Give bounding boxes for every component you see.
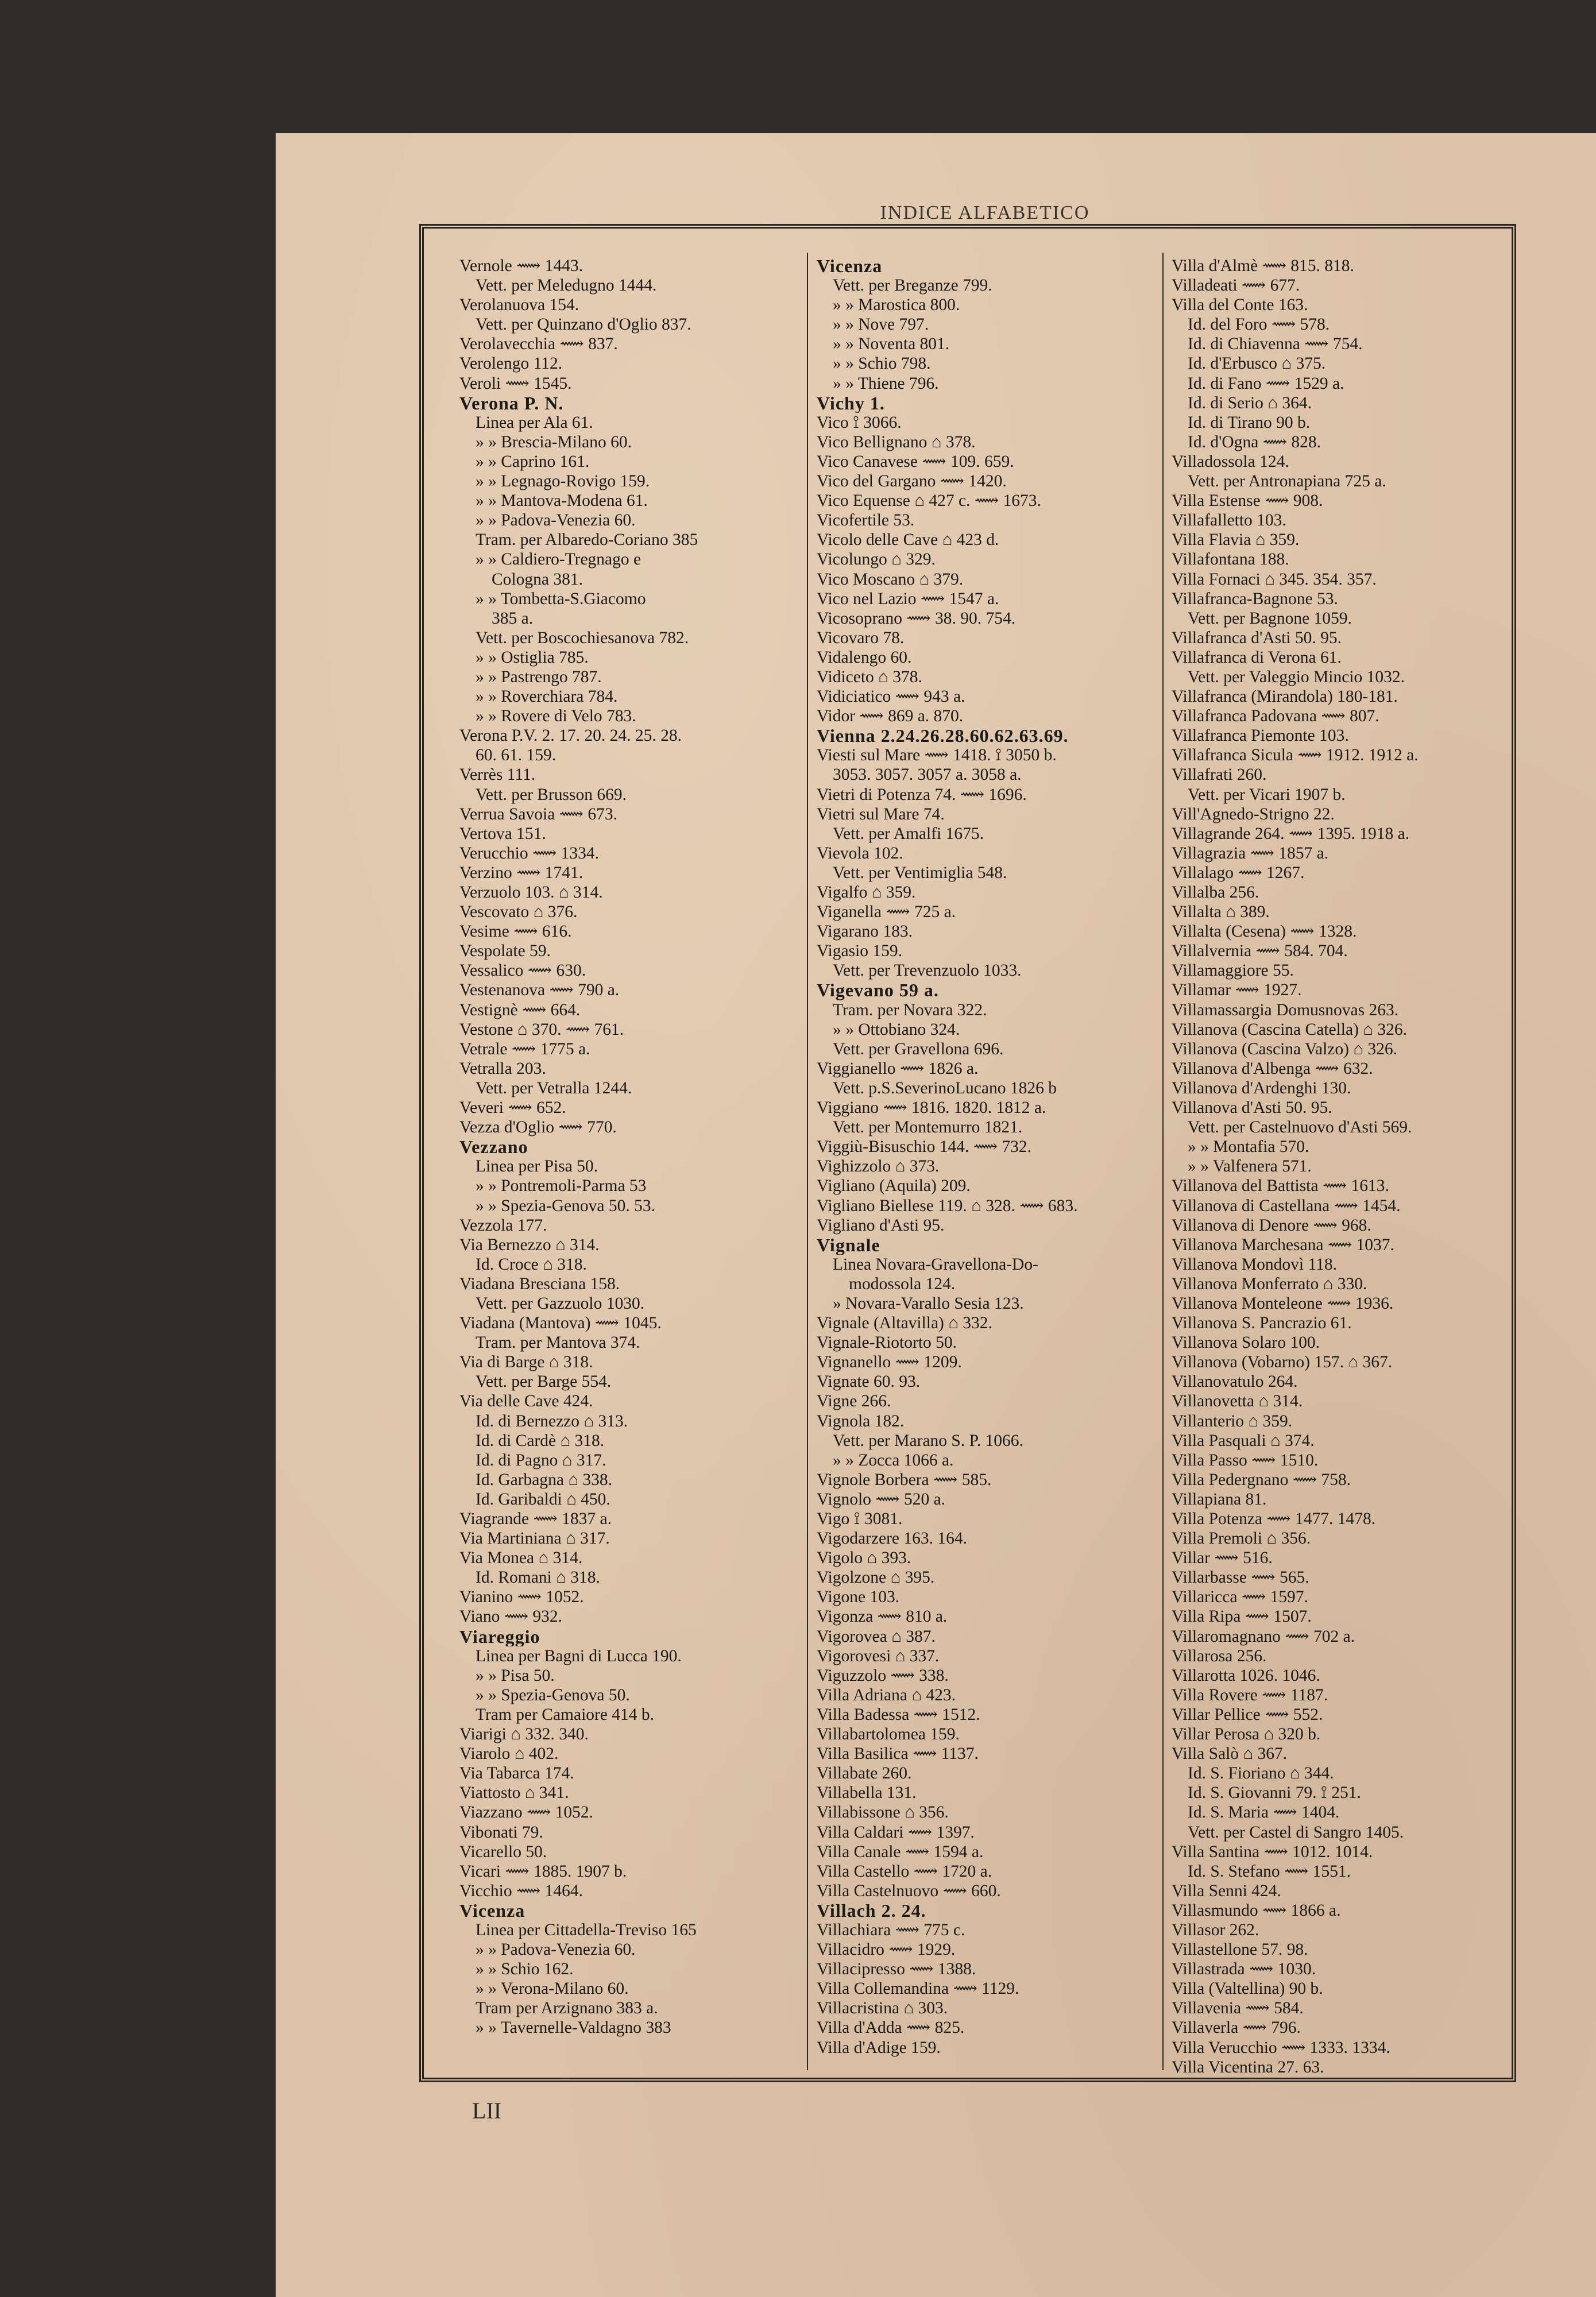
index-entry: » » Pontremoli-Parma 53: [476, 1177, 647, 1196]
index-entry: Viganella ⟿ 725 a.: [817, 903, 956, 922]
index-heading: Vicenza: [817, 256, 883, 276]
index-entry: Verrua Savoia ⟿ 673.: [459, 805, 617, 823]
index-entry: Vignola 182.: [817, 1412, 905, 1430]
index-entry: Villanovetta ⌂ 314.: [1172, 1392, 1303, 1411]
index-entry: Vigarano 183.: [817, 922, 913, 941]
index-entry: » » Pisa 50.: [476, 1666, 555, 1685]
index-entry: 60. 61. 159.: [476, 746, 557, 765]
index-entry: Vett. per Boscochiesanova 782.: [476, 628, 689, 647]
index-heading: Vignale: [817, 1235, 880, 1255]
index-entry: Tram. per Albaredo-Coriano 385: [476, 531, 698, 550]
index-entry: Id. S. Giovanni 79. ⟟ 251.: [1188, 1784, 1361, 1803]
index-entry: Id. di Pagno ⌂ 317.: [476, 1451, 606, 1470]
index-entry: 3053. 3057. 3057 a. 3058 a.: [833, 765, 1022, 784]
index-heading: Vicenza: [459, 1900, 525, 1920]
index-entry: Villa del Conte 163.: [1172, 296, 1308, 315]
index-entry: Tram. per Novara 322.: [833, 1000, 987, 1019]
index-entry: » » Ostiglia 785.: [476, 648, 589, 667]
index-entry: Vigne 266.: [817, 1392, 891, 1411]
index-entry: Viesti sul Mare ⟿ 1418. ⟟ 3050 b.: [817, 746, 1057, 765]
index-entry: Villa Basilica ⟿ 1137.: [817, 1745, 979, 1764]
index-entry: Vico nel Lazio ⟿ 1547 a.: [817, 589, 999, 608]
index-entry: Villanova Monteleone ⟿ 1936.: [1172, 1294, 1394, 1313]
index-entry: » » Nove 797.: [833, 315, 929, 334]
index-entry: Linea per Ala 61.: [476, 413, 593, 432]
index-entry: Villagrazia ⟿ 1857 a.: [1172, 844, 1329, 863]
index-entry: Villanova di Denore ⟿ 968.: [1172, 1216, 1371, 1235]
index-entry: Villa Senni 424.: [1172, 1881, 1281, 1900]
index-entry: Villa Vicentina 27. 63.: [1172, 2058, 1324, 2076]
index-entry: Villar ⟿ 516.: [1172, 1549, 1273, 1568]
index-entry: Vidalengo 60.: [817, 648, 912, 667]
index-entry: Villabella 131.: [817, 1784, 917, 1803]
index-entry: Vigliano d'Asti 95.: [817, 1216, 945, 1235]
index-entry: Verrès 111.: [459, 765, 536, 784]
index-entry: Vett. per Barge 554.: [476, 1372, 612, 1391]
index-entry: Villa (Valtellina) 90 b.: [1172, 1979, 1323, 1998]
index-entry: Cologna 381.: [492, 570, 583, 589]
index-column-3: [1172, 256, 1516, 2077]
index-entry: » » Padova-Venezia 60.: [476, 1940, 636, 1959]
index-entry: Linea per Pisa 50.: [476, 1157, 598, 1176]
index-entry: » » Pastrengo 787.: [476, 667, 602, 686]
index-entry: Id. S. Fioriano ⌂ 344.: [1188, 1764, 1334, 1783]
index-entry: Villa Salò ⌂ 367.: [1172, 1745, 1288, 1764]
index-heading: Verona P. N.: [459, 393, 564, 413]
index-entry: Villafranca Sicula ⟿ 1912. 1912 a.: [1172, 746, 1419, 765]
index-entry: Vigo ⟟ 3081.: [817, 1510, 903, 1528]
index-entry: Viano ⟿ 932.: [459, 1607, 562, 1626]
index-entry: Villa Flavia ⌂ 359.: [1172, 531, 1300, 550]
index-entry: Vico Bellignano ⌂ 378.: [817, 432, 976, 451]
index-entry: » » Noventa 801.: [833, 335, 950, 354]
index-entry: Villalta (Cesena) ⟿ 1328.: [1172, 922, 1357, 941]
index-entry: Vett. per Breganze 799.: [833, 276, 992, 295]
index-entry: Villa Pedergnano ⟿ 758.: [1172, 1470, 1351, 1489]
index-entry: Id. S. Maria ⟿ 1404.: [1188, 1803, 1340, 1822]
index-entry: Verzino ⟿ 1741.: [459, 863, 583, 882]
index-entry: Vigonza ⟿ 810 a.: [817, 1607, 948, 1626]
index-entry: Vetrale ⟿ 1775 a.: [459, 1039, 590, 1058]
index-entry: Villamar ⟿ 1927.: [1172, 981, 1302, 1000]
index-entry: Villanova S. Pancrazio 61.: [1172, 1314, 1352, 1333]
index-entry: Villanova Monferrato ⌂ 330.: [1172, 1274, 1367, 1293]
index-entry: Villadossola 124.: [1172, 452, 1289, 471]
index-entry: Villanterio ⌂ 359.: [1172, 1412, 1293, 1430]
index-entry: Vestignè ⟿ 664.: [459, 1000, 581, 1019]
index-column-1: [459, 256, 804, 2038]
index-entry: » » Schio 162.: [476, 1960, 574, 1979]
index-entry: Id. d'Ogna ⟿ 828.: [1188, 432, 1321, 451]
index-entry: Vertova 151.: [459, 824, 546, 843]
index-entry: Villalago ⟿ 1267.: [1172, 863, 1305, 882]
index-entry: » » Zocca 1066 a.: [833, 1451, 954, 1470]
index-entry: Vietri sul Mare 74.: [817, 805, 945, 823]
index-entry: Vianino ⟿ 1052.: [459, 1588, 584, 1607]
index-entry: Villarbasse ⟿ 565.: [1172, 1568, 1309, 1587]
index-entry: Villaricca ⟿ 1597.: [1172, 1588, 1308, 1607]
index-entry: Villanova (Vobarno) 157. ⌂ 367.: [1172, 1353, 1393, 1372]
index-entry: Vignanello ⟿ 1209.: [817, 1353, 962, 1372]
index-entry: Villanova Marchesana ⟿ 1037.: [1172, 1235, 1394, 1254]
index-entry: » » Thiene 796.: [833, 374, 939, 393]
index-entry: Tram. per Mantova 374.: [476, 1333, 640, 1352]
index-entry: » » Mantova-Modena 61.: [476, 492, 648, 511]
index-entry: Id. di Serio ⌂ 364.: [1188, 393, 1312, 412]
index-entry: Id. di Bernezzo ⌂ 313.: [476, 1412, 628, 1430]
index-entry: Villa Potenza ⟿ 1477. 1478.: [1172, 1510, 1376, 1528]
index-entry: » » Verona-Milano 60.: [476, 1979, 629, 1998]
index-entry: Viarolo ⌂ 402.: [459, 1745, 559, 1764]
index-entry: Villachiara ⟿ 775 c.: [817, 1920, 965, 1939]
index-entry: Vetralla 203.: [459, 1059, 546, 1078]
index-entry: Villanovatulo 264.: [1172, 1372, 1298, 1391]
index-entry: Vicosoprano ⟿ 38. 90. 754.: [817, 609, 1016, 628]
index-entry: Villagrande 264. ⟿ 1395. 1918 a.: [1172, 824, 1410, 843]
index-entry: Villa Badessa ⟿ 1512.: [817, 1705, 980, 1724]
index-entry: Villanova d'Asti 50. 95.: [1172, 1099, 1332, 1117]
index-entry: Vezza d'Oglio ⟿ 770.: [459, 1118, 617, 1137]
index-entry: Villa Castelnuovo ⟿ 660.: [817, 1881, 1001, 1900]
index-entry: Vespolate 59.: [459, 942, 551, 961]
index-entry: Vett. per Meledugno 1444.: [476, 276, 657, 295]
index-entry: Villa Collemandina ⟿ 1129.: [817, 1979, 1019, 1998]
index-entry: » » Schio 798.: [833, 354, 931, 373]
index-entry: Villabate 260.: [817, 1764, 912, 1783]
index-entry: Vignole Borbera ⟿ 585.: [817, 1470, 992, 1489]
index-heading: Vichy 1.: [817, 393, 885, 413]
index-entry: Vigodarzere 163. 164.: [817, 1529, 967, 1548]
index-entry: Villar Pellice ⟿ 552.: [1172, 1705, 1323, 1724]
index-entry: Villa Fornaci ⌂ 345. 354. 357.: [1172, 570, 1377, 589]
index-entry: Linea Novara-Gravellona-Do-: [833, 1255, 1038, 1274]
index-entry: » » Spezia-Genova 50. 53.: [476, 1196, 655, 1215]
index-entry: Vett. per Castel di Sangro 1405.: [1188, 1823, 1404, 1842]
index-entry: » Novara-Varallo Sesia 123.: [833, 1294, 1024, 1313]
index-entry: Vievola 102.: [817, 844, 903, 863]
index-entry: Id. del Foro ⟿ 578.: [1188, 315, 1330, 334]
index-entry: modossola 124.: [849, 1274, 956, 1293]
index-entry: Vestenanova ⟿ 790 a.: [459, 981, 620, 1000]
index-entry: Villafranca di Verona 61.: [1172, 648, 1342, 667]
column-divider: [1162, 253, 1164, 2070]
index-entry: Vighizzolo ⌂ 373.: [817, 1157, 940, 1176]
index-entry: Villa d'Adige 159.: [817, 2038, 941, 2057]
index-entry: Villa Estense ⟿ 908.: [1172, 492, 1323, 511]
index-entry: Vett. per Marano S. P. 1066.: [833, 1431, 1023, 1450]
index-entry: Vett. per Gazzuolo 1030.: [476, 1294, 645, 1313]
index-entry: Vett. per Gravellona 696.: [833, 1039, 1004, 1058]
index-entry: » » Montafia 570.: [1188, 1138, 1309, 1157]
page-number: LII: [472, 2098, 502, 2124]
index-entry: » » Spezia-Genova 50.: [476, 1685, 630, 1704]
index-entry: Via Martiniana ⌂ 317.: [459, 1529, 610, 1548]
index-entry: Id. di Tirano 90 b.: [1188, 413, 1311, 432]
index-entry: Vignale (Altavilla) ⌂ 332.: [817, 1314, 992, 1333]
index-entry: Villanova (Cascina Catella) ⌂ 326.: [1172, 1020, 1407, 1039]
index-entry: Villasmundo ⟿ 1866 a.: [1172, 1901, 1341, 1920]
index-entry: Vignate 60. 93.: [817, 1372, 921, 1391]
index-entry: Id. di Chiavenna ⟿ 754.: [1188, 335, 1363, 354]
index-heading: Vezzano: [459, 1137, 528, 1157]
index-entry: Vett. per Montemurro 1821.: [833, 1118, 1023, 1137]
index-entry: Villapiana 81.: [1172, 1490, 1267, 1509]
index-entry: Verolengo 112.: [459, 354, 563, 373]
index-entry: Villafontana 188.: [1172, 550, 1289, 569]
index-entry: Villafranca Padovana ⟿ 807.: [1172, 707, 1379, 726]
index-entry: » » Roverchiara 784.: [476, 687, 618, 706]
index-entry: Vignolo ⟿ 520 a.: [817, 1490, 946, 1509]
index-entry: » » Caprino 161.: [476, 452, 590, 471]
index-entry: Linea per Cittadella-Treviso 165: [476, 1920, 697, 1939]
index-entry: Linea per Bagni di Lucca 190.: [476, 1646, 682, 1665]
index-entry: Vicchio ⟿ 1464.: [459, 1881, 583, 1900]
index-entry: Villafalletto 103.: [1172, 511, 1286, 530]
index-entry: Vicofertile 53.: [817, 511, 915, 530]
index-entry: Via delle Cave 424.: [459, 1392, 593, 1411]
index-entry: Villasor 262.: [1172, 1920, 1259, 1939]
index-entry: Vernole ⟿ 1443.: [459, 257, 583, 275]
index-entry: Villanova Solaro 100.: [1172, 1333, 1320, 1352]
index-entry: Vett. per Quinzano d'Oglio 837.: [476, 315, 691, 334]
index-entry: Villa Verucchio ⟿ 1333. 1334.: [1172, 2038, 1390, 2057]
index-entry: Villanova del Battista ⟿ 1613.: [1172, 1177, 1389, 1196]
index-entry: Villanova d'Ardenghi 130.: [1172, 1078, 1351, 1097]
index-entry: Villa Adriana ⌂ 423.: [817, 1685, 956, 1704]
column-divider: [807, 253, 808, 2070]
index-entry: Viattosto ⌂ 341.: [459, 1784, 569, 1803]
index-entry: Verzuolo 103. ⌂ 314.: [459, 883, 603, 902]
index-entry: Villanova Mondovì 118.: [1172, 1255, 1338, 1274]
index-entry: Id. d'Erbusco ⌂ 375.: [1188, 354, 1326, 373]
index-entry: Vicari ⟿ 1885. 1907 b.: [459, 1862, 627, 1881]
index-entry: » » Tombetta-S.Giacomo: [476, 589, 646, 608]
index-entry: Villa Premoli ⌂ 356.: [1172, 1529, 1311, 1548]
index-heading: Vienna 2.24.26.28.60.62.63.69.: [817, 726, 1069, 746]
index-entry: Viadana Bresciana 158.: [459, 1274, 620, 1293]
index-entry: Villalvernia ⟿ 584. 704.: [1172, 942, 1348, 961]
index-entry: Vett. per Castelnuovo d'Asti 569.: [1188, 1118, 1412, 1137]
index-entry: Vibonati 79.: [459, 1823, 543, 1842]
index-entry: Id. Garbagna ⌂ 338.: [476, 1470, 613, 1489]
index-entry: Vigliano Biellese 119. ⌂ 328. ⟿ 683.: [817, 1196, 1078, 1215]
index-entry: Villabissone ⌂ 356.: [817, 1803, 949, 1822]
index-entry: Villaverla ⟿ 796.: [1172, 2018, 1301, 2037]
index-entry: Veveri ⟿ 652.: [459, 1099, 566, 1117]
index-entry: Vicovaro 78.: [817, 628, 905, 647]
index-entry: Vessalico ⟿ 630.: [459, 961, 586, 980]
index-entry: » » Padova-Venezia 60.: [476, 511, 636, 530]
index-entry: Villastellone 57. 98.: [1172, 1940, 1308, 1959]
index-entry: Villafrati 260.: [1172, 765, 1267, 784]
index-entry: » » Brescia-Milano 60.: [476, 432, 632, 451]
index-entry: Vezzola 177.: [459, 1216, 547, 1235]
index-entry: Villarotta 1026. 1046.: [1172, 1666, 1320, 1685]
index-entry: Via di Barge ⌂ 318.: [459, 1353, 593, 1372]
index-entry: Id. Romani ⌂ 318.: [476, 1568, 600, 1587]
index-entry: Vigalfo ⌂ 359.: [817, 883, 916, 902]
index-entry: Verona P.V. 2. 17. 20. 24. 25. 28.: [459, 726, 682, 745]
index-entry: » » Marostica 800.: [833, 296, 960, 315]
index-entry: Via Bernezzo ⌂ 314.: [459, 1235, 600, 1254]
index-entry: Villafranca-Bagnone 53.: [1172, 589, 1338, 608]
index-entry: Viadana (Mantova) ⟿ 1045.: [459, 1314, 662, 1333]
index-entry: Vico Equense ⌂ 427 c. ⟿ 1673.: [817, 492, 1041, 511]
index-entry: Id. S. Stefano ⟿ 1551.: [1188, 1862, 1351, 1881]
index-entry: Villafranca (Mirandola) 180-181.: [1172, 687, 1398, 706]
index-entry: Villamassargia Domusnovas 263.: [1172, 1000, 1399, 1019]
index-entry: Vico Canavese ⟿ 109. 659.: [817, 452, 1014, 471]
index-entry: Vicolungo ⌂ 329.: [817, 550, 936, 569]
index-entry: Vill'Agnedo-Strigno 22.: [1172, 805, 1335, 823]
index-entry: Villanova di Castellana ⟿ 1454.: [1172, 1196, 1401, 1215]
index-entry: Vescovato ⌂ 376.: [459, 903, 578, 922]
index-entry: Villafranca d'Asti 50. 95.: [1172, 628, 1342, 647]
index-entry: Villamaggiore 55.: [1172, 961, 1294, 980]
index-entry: Vigorovesi ⌂ 337.: [817, 1646, 940, 1665]
index-entry: Tram per Camaiore 414 b.: [476, 1705, 655, 1724]
index-entry: Villacristina ⌂ 303.: [817, 1999, 948, 2018]
index-entry: Viazzano ⟿ 1052.: [459, 1803, 594, 1822]
index-entry: Villastrada ⟿ 1030.: [1172, 1960, 1316, 1979]
index-entry: Villa Pasquali ⌂ 374.: [1172, 1431, 1315, 1450]
index-entry: Viggiù-Bisuschio 144. ⟿ 732.: [817, 1138, 1032, 1157]
index-entry: Vico Moscano ⌂ 379.: [817, 570, 964, 589]
index-entry: Vigasio 159.: [817, 942, 902, 961]
index-entry: Villadeati ⟿ 677.: [1172, 276, 1300, 295]
index-entry: » » Caldiero-Tregnago e: [476, 550, 642, 569]
index-entry: Vigliano (Aquila) 209.: [817, 1177, 971, 1196]
index-entry: Vietri di Potenza 74. ⟿ 1696.: [817, 785, 1027, 804]
index-entry: Verolanuova 154.: [459, 296, 579, 315]
index-entry: Vicolo delle Cave ⌂ 423 d.: [817, 531, 999, 550]
index-entry: Vigone 103.: [817, 1588, 900, 1607]
index-entry: Verolavecchia ⟿ 837.: [459, 335, 618, 354]
index-entry: Vett. per Antronapiana 725 a.: [1188, 472, 1386, 491]
index-entry: Villavenia ⟿ 584.: [1172, 1999, 1304, 2018]
index-entry: Vett. per Vetralla 1244.: [476, 1078, 632, 1097]
index-entry: Villalba 256.: [1172, 883, 1259, 902]
index-entry: Viggiano ⟿ 1816. 1820. 1812 a.: [817, 1099, 1046, 1117]
index-entry: Villa Castello ⟿ 1720 a.: [817, 1862, 992, 1881]
index-entry: » » Valfenera 571.: [1188, 1157, 1312, 1176]
index-entry: Vett. per Ventimiglia 548.: [833, 863, 1007, 882]
index-entry: Vett. per Valeggio Mincio 1032.: [1188, 667, 1405, 686]
index-entry: Viggianello ⟿ 1826 a.: [817, 1059, 979, 1078]
index-entry: Villa Rovere ⟿ 1187.: [1172, 1685, 1328, 1704]
index-entry: Viguzzolo ⟿ 338.: [817, 1666, 949, 1685]
index-entry: » » Tavernelle-Valdagno 383: [476, 2018, 671, 2037]
index-entry: Villalta ⌂ 389.: [1172, 903, 1270, 922]
index-entry: Villa Passo ⟿ 1510.: [1172, 1451, 1319, 1470]
page-header: INDICE ALFABETICO: [880, 202, 1090, 223]
index-entry: Via Monea ⌂ 314.: [459, 1549, 583, 1568]
index-entry: Vico ⟟ 3066.: [817, 413, 902, 432]
index-entry: Villa Ripa ⟿ 1507.: [1172, 1607, 1312, 1626]
index-entry: Villa Canale ⟿ 1594 a.: [817, 1842, 984, 1861]
index-entry: Vigorovea ⌂ 387.: [817, 1627, 936, 1646]
index-entry: » » Ottobiano 324.: [833, 1020, 960, 1039]
index-entry: Id. di Cardè ⌂ 318.: [476, 1431, 605, 1450]
index-heading: Vigevano 59 a.: [817, 980, 939, 1000]
index-entry: Via Tabarca 174.: [459, 1764, 574, 1783]
index-entry: Vicarello 50.: [459, 1842, 547, 1861]
index-entry: Id. Garibaldi ⌂ 450.: [476, 1490, 610, 1509]
index-entry: Villanova (Cascina Valzo) ⌂ 326.: [1172, 1039, 1398, 1058]
index-entry: » » Rovere di Velo 783.: [476, 707, 636, 726]
index-entry: Vidiciatico ⟿ 943 a.: [817, 687, 965, 706]
index-entry: Vignale-Riotorto 50.: [817, 1333, 957, 1352]
index-entry: Verucchio ⟿ 1334.: [459, 844, 600, 863]
index-entry: Villar Perosa ⌂ 320 b.: [1172, 1725, 1321, 1744]
index-entry: Vidiceto ⌂ 378.: [817, 667, 922, 686]
index-column-2: [817, 256, 1161, 2058]
index-entry: Villacipresso ⟿ 1388.: [817, 1960, 976, 1979]
index-entry: Viagrande ⟿ 1837 a.: [459, 1510, 612, 1528]
index-entry: Vesime ⟿ 616.: [459, 922, 572, 941]
index-entry: Vett. p.S.SeverinoLucano 1826 b: [833, 1078, 1057, 1097]
index-entry: Vigolo ⌂ 393.: [817, 1549, 911, 1568]
index-heading: Viareggio: [459, 1626, 540, 1646]
index-entry: Vestone ⌂ 370. ⟿ 761.: [459, 1020, 624, 1039]
index-entry: Veroli ⟿ 1545.: [459, 374, 572, 393]
index-entry: Villa d'Almè ⟿ 815. 818.: [1172, 257, 1354, 275]
index-entry: » » Legnago-Rovigo 159.: [476, 472, 650, 491]
index-entry: Id. di Fano ⟿ 1529 a.: [1188, 374, 1344, 393]
index-entry: Vett. per Bagnone 1059.: [1188, 609, 1352, 628]
index-entry: Vigolzone ⌂ 395.: [817, 1568, 935, 1587]
index-entry: Vett. per Brusson 669.: [476, 785, 627, 804]
index-entry: Id. Croce ⌂ 318.: [476, 1255, 587, 1274]
index-entry: Vett. per Amalfi 1675.: [833, 824, 984, 843]
index-entry: Villabartolomea 159.: [817, 1725, 960, 1744]
index-entry: Villarosa 256.: [1172, 1646, 1267, 1665]
index-entry: Villa Santina ⟿ 1012. 1014.: [1172, 1842, 1373, 1861]
index-entry: Villacidro ⟿ 1929.: [817, 1940, 956, 1959]
index-entry: Villa Caldari ⟿ 1397.: [817, 1823, 975, 1842]
index-entry: Vidor ⟿ 869 a. 870.: [817, 707, 964, 726]
index-entry: Viarigi ⌂ 332. 340.: [459, 1725, 589, 1744]
index-entry: Villafranca Piemonte 103.: [1172, 726, 1349, 745]
index-entry: Villanova d'Albenga ⟿ 632.: [1172, 1059, 1373, 1078]
index-entry: Vett. per Vicari 1907 b.: [1188, 785, 1346, 804]
index-entry: Villa d'Adda ⟿ 825.: [817, 2018, 965, 2037]
index-entry: Vico del Gargano ⟿ 1420.: [817, 472, 1007, 491]
index-heading: Villach 2. 24.: [817, 1900, 926, 1920]
index-entry: Tram per Arzignano 383 a.: [476, 1999, 658, 2018]
index-entry: Vett. per Trevenzuolo 1033.: [833, 961, 1022, 980]
index-entry: 385 a.: [492, 609, 534, 628]
index-entry: Villaromagnano ⟿ 702 a.: [1172, 1627, 1355, 1646]
